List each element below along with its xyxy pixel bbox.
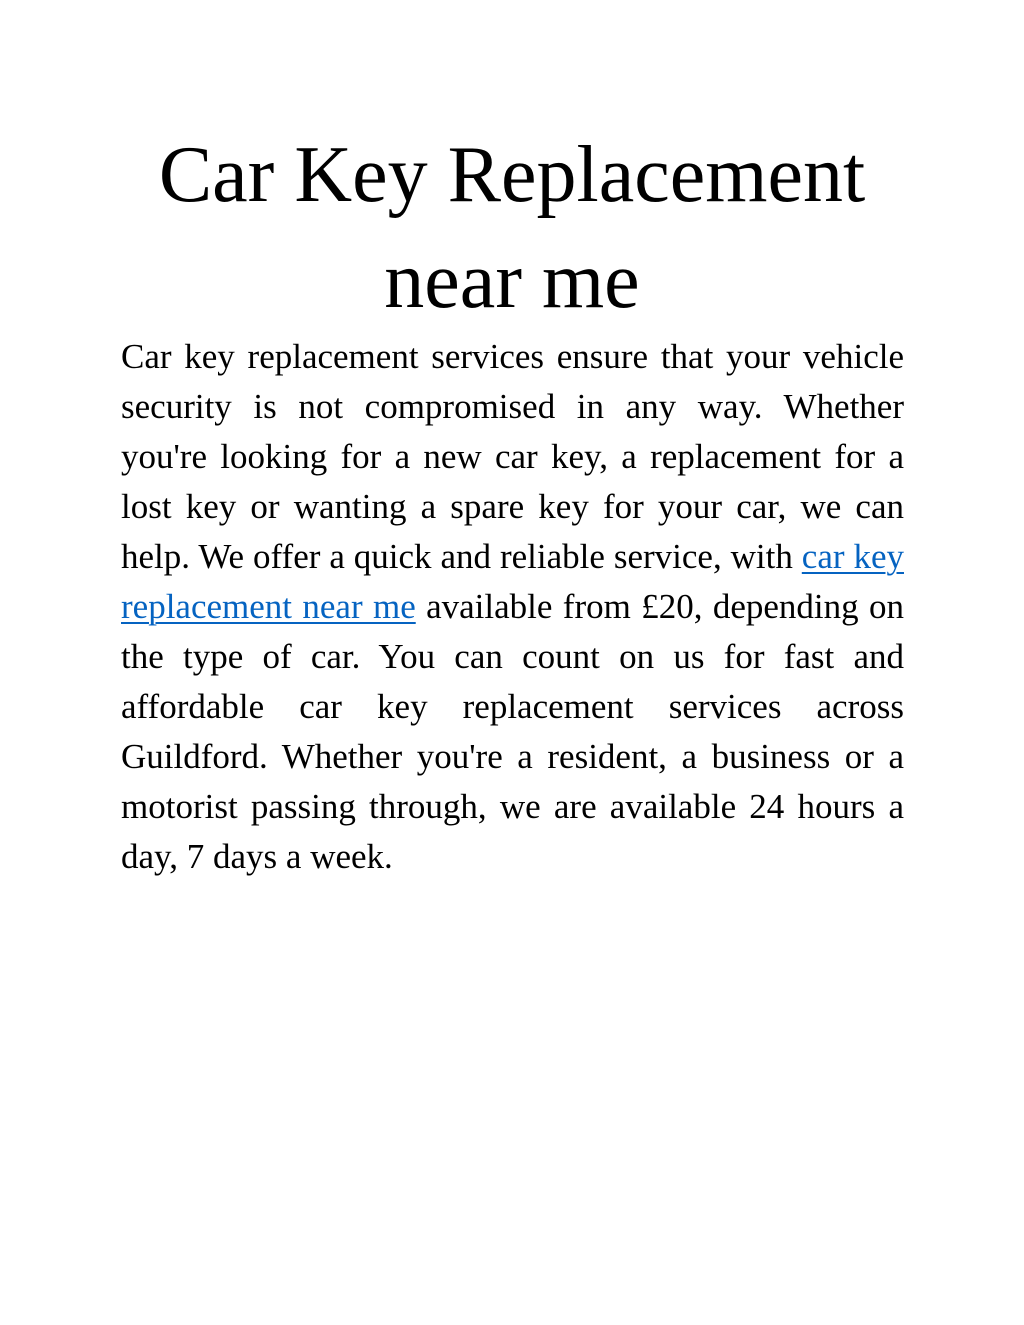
paragraph-text-before-link: Car key replacement services ensure that your vehicle security is not compromised in any way. Whether you're looking for a new car key, a replacement for a lost key or wanting a spare key for your car, we can help. We offer a quick and reliable service, with <box>121 337 904 576</box>
title-line-2: near me <box>384 237 640 325</box>
car-key-replacement-link[interactable]: car key replacement near me <box>121 537 904 626</box>
body-paragraph <box>121 332 904 882</box>
paragraph-text-after-link: available from £20, depending on the type of car. You can count on us for fast and affordable car key replacement services across Guildford. Whether you're a resident, a business or a motorist passing through, we are available 24 hours a day, 7 days a week. <box>121 587 904 876</box>
page-title <box>60 122 964 334</box>
title-line-1: Car Key Replacement <box>158 131 866 219</box>
